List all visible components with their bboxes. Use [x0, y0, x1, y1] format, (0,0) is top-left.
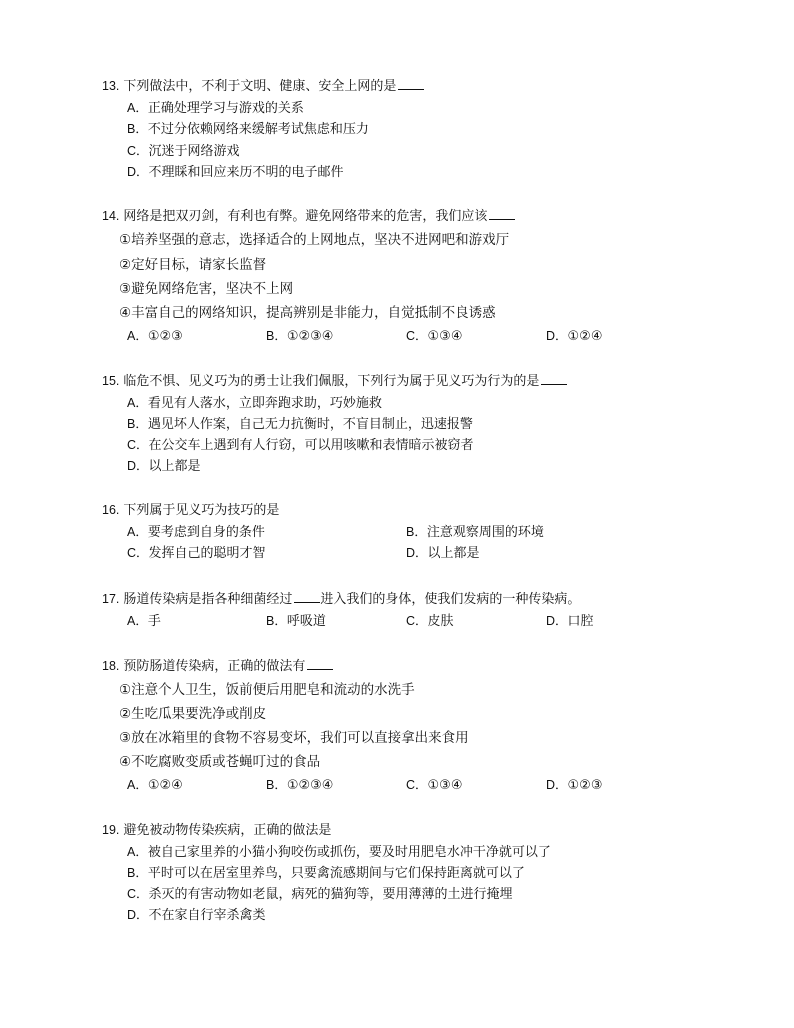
option-letter: B． [127, 122, 148, 136]
option-letter: B． [266, 778, 287, 792]
option-text: 正确处理学习与游戏的关系 [147, 101, 304, 116]
option-text: ①②③④ [286, 329, 334, 344]
option-text: 杀灭的有害动物如老鼠，病死的猫狗等，要用薄薄的土进行掩埋 [148, 887, 513, 902]
option-letter: C． [127, 887, 149, 901]
option-letter: D． [406, 546, 428, 560]
option-text: 发挥自己的聪明才智 [148, 546, 266, 561]
option-text: 呼吸道 [286, 614, 326, 629]
option-text: 不理睬和回应来历不明的电子邮件 [148, 165, 344, 180]
question-text-before: 肠道传染病是指各种细菌经过 [123, 592, 293, 607]
option-letter: D． [546, 778, 568, 792]
option-letter: B． [127, 417, 148, 431]
option-b [406, 523, 544, 541]
option-text: 沉迷于网络游戏 [148, 144, 240, 159]
option-letter: A． [127, 525, 148, 539]
option-letter: A． [127, 614, 148, 628]
option-text: 皮肤 [427, 614, 454, 629]
option-c [127, 142, 240, 160]
option-text: ①③④ [427, 778, 463, 793]
option-letter: D． [127, 165, 149, 179]
question-text: 预防肠道传染病，正确的做法有 [123, 659, 306, 674]
option-b [127, 120, 369, 138]
option-letter: C． [127, 546, 149, 560]
option-letter: A． [127, 845, 148, 859]
option-letter: C． [127, 438, 149, 452]
answer-blank [294, 590, 320, 603]
option-b [127, 864, 525, 882]
option-text: 不过分依赖网络来缓解考试焦虑和压力 [147, 122, 369, 137]
question-text: 下列做法中，不利于文明、健康、安全上网的是 [123, 79, 397, 94]
option-letter: A． [127, 329, 148, 343]
statement-item: ①注意个人卫生，饭前便后用肥皂和流动的水洗手 [119, 682, 415, 698]
statement-item: ④不吃腐败变质或苍蝇叮过的食品 [119, 754, 321, 770]
option-text: 手 [147, 614, 161, 629]
question-stem [102, 207, 515, 225]
option-text: 遇见坏人作案，自己无力抗衡时，不盲目制止，迅速报警 [147, 417, 473, 432]
statement-item: ②生吃瓜果要洗净或削皮 [119, 706, 267, 722]
option-d [127, 457, 201, 475]
option-d [546, 612, 594, 630]
question-stem [102, 77, 424, 95]
option-text: ①②④ [147, 778, 183, 793]
option-text: ①②③④ [286, 778, 334, 793]
option-text: 注意观察周围的环境 [426, 525, 544, 540]
question-number: 13. [102, 79, 120, 93]
option-letter: C． [127, 144, 149, 158]
question-text: 下列属于见义巧为技巧的是 [123, 503, 280, 518]
option-c [406, 327, 463, 345]
option-c [127, 436, 474, 454]
option-b [266, 612, 326, 630]
question-stem [102, 590, 580, 608]
question-stem [102, 657, 333, 675]
option-c [127, 544, 266, 562]
option-a [127, 612, 161, 630]
question-number: 17. [102, 592, 120, 606]
option-letter: B． [406, 525, 427, 539]
question-number: 14. [102, 209, 120, 223]
option-letter: D． [546, 329, 568, 343]
option-letter: D． [127, 459, 149, 473]
option-letter: D． [546, 614, 568, 628]
option-text: 不在家自行宰杀禽类 [148, 908, 266, 923]
option-text: ①③④ [427, 329, 463, 344]
answer-blank [541, 372, 567, 385]
option-b [266, 327, 333, 345]
option-text: ①②③ [567, 778, 603, 793]
option-a [127, 843, 551, 861]
option-a [127, 327, 183, 345]
question-text: 网络是把双刃剑，有利也有弊。避免网络带来的危害，我们应该 [123, 209, 488, 224]
question-number: 19. [102, 823, 120, 837]
option-a [127, 776, 183, 794]
answer-blank [398, 77, 424, 90]
question-number: 18. [102, 659, 120, 673]
option-text: ①②③ [147, 329, 183, 344]
answer-blank [307, 657, 333, 670]
question-stem [102, 821, 331, 839]
option-letter: A． [127, 778, 148, 792]
option-letter: A． [127, 396, 148, 410]
option-text: 在公交车上遇到有人行窃，可以用咳嗽和表情暗示被窃者 [148, 438, 474, 453]
option-text: 看见有人落水，立即奔跑求助，巧妙施救 [147, 396, 382, 411]
option-text: 以上都是 [148, 459, 201, 474]
option-letter: A． [127, 101, 148, 115]
option-text: 平时可以在居室里养鸟，只要禽流感期间与它们保持距离就可以了 [147, 866, 525, 881]
option-text: 被自己家里养的小猫小狗咬伤或抓伤，要及时用肥皂水冲干净就可以了 [147, 845, 551, 860]
option-letter: C． [406, 614, 428, 628]
question-number: 16. [102, 503, 120, 517]
option-text: 以上都是 [427, 546, 480, 561]
option-letter: B． [266, 614, 287, 628]
option-b [266, 776, 333, 794]
option-text: ①②④ [567, 329, 603, 344]
option-d [406, 544, 480, 562]
option-text: 口腔 [567, 614, 594, 629]
option-letter: D． [127, 908, 149, 922]
option-c [406, 612, 454, 630]
statement-item: ③放在冰箱里的食物不容易变坏，我们可以直接拿出来食用 [119, 730, 469, 746]
option-d [127, 163, 344, 181]
option-d [546, 776, 603, 794]
question-stem [102, 501, 279, 519]
option-a [127, 394, 382, 412]
option-a [127, 99, 304, 117]
statement-item: ①培养坚强的意志，选择适合的上网地点，坚决不进网吧和游戏厅 [119, 232, 510, 248]
option-d [127, 906, 266, 924]
question-text-after: 进入我们的身体，使我们发病的一种传染病。 [320, 592, 581, 607]
question-text: 临危不惧、见义巧为的勇士让我们佩服，下列行为属于见义巧为行为的是 [123, 374, 540, 389]
statement-item: ②定好目标，请家长监督 [119, 257, 267, 273]
option-a [127, 523, 265, 541]
option-c [406, 776, 463, 794]
answer-blank [489, 207, 515, 220]
option-d [546, 327, 603, 345]
question-stem [102, 372, 567, 390]
option-b [127, 415, 473, 433]
statement-item: ④丰富自己的网络知识，提高辨别是非能力，自觉抵制不良诱惑 [119, 305, 496, 321]
option-text: 要考虑到自身的条件 [147, 525, 265, 540]
question-number: 15. [102, 374, 120, 388]
option-c [127, 885, 513, 903]
option-letter: C． [406, 329, 428, 343]
option-letter: B． [127, 866, 148, 880]
statement-item: ③避免网络危害，坚决不上网 [119, 281, 294, 297]
option-letter: C． [406, 778, 428, 792]
question-text: 避免被动物传染疾病，正确的做法是 [123, 823, 332, 838]
option-letter: B． [266, 329, 287, 343]
